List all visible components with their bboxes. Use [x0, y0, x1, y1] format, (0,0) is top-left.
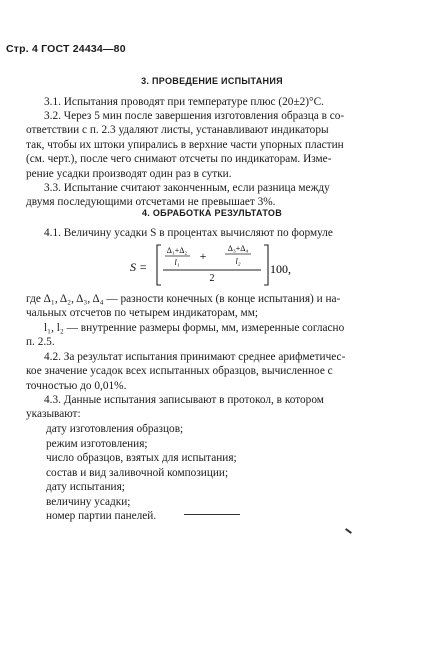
paragraph-4-3 [26, 393, 398, 422]
text-line: так, чтобы их штоки упирались в верхние части упорных пластин [26, 138, 344, 151]
shrinkage-formula [130, 241, 370, 289]
list-item: номер партии панелей. [46, 510, 157, 522]
text-line: указывают: [26, 408, 81, 421]
text-line: 4.2. За результат испытания принимают среднее арифметичес- [44, 351, 346, 363]
paragraph-4-2 [26, 350, 398, 393]
paragraph-3-3 [26, 181, 398, 210]
formula-multiplier: 100, [270, 262, 291, 276]
formula-plus: + [199, 249, 207, 263]
formula-term1-denominator: l₁ [174, 258, 180, 267]
list-item: дату изготовления образцов; [46, 423, 184, 435]
text-line: 4.1. Величину усадки S в процентах вычисляют по формуле [44, 227, 333, 239]
text-line: кое значение усадок всех испытанных образцов, вычисленное с [26, 365, 333, 378]
formula-term2-denominator: l₂ [235, 257, 241, 266]
list-item: дату испытания; [46, 481, 125, 493]
list-item: режим изготовления; [46, 437, 148, 450]
text-line: 3.2. Через 5 мин после завершения изготовления образца в со- [44, 110, 345, 122]
scan-mark [345, 528, 352, 534]
text-line: где Δ₁, Δ₂, Δ₃, Δ₄ — разности конечных (в конце испытания) и на- [26, 293, 341, 305]
text-line: п. 2.5. [26, 336, 55, 349]
list-item: величину усадки; [46, 495, 131, 508]
text-line: ответствии с п. 2.3 удаляют листы, устанавливают индикаторы [26, 124, 329, 137]
section-4-title: 4. ОБРАБОТКА РЕЗУЛЬТАТОВ [141, 208, 283, 218]
text-line: чальных отсчетов по четырем индикаторам, мм; [26, 307, 258, 320]
list-item: число образцов, взятых для испытания; [46, 452, 237, 464]
paragraph-3-1 [26, 95, 398, 109]
formula-left-bracket [157, 245, 161, 285]
formula-term2-numerator: Δ₃+Δ₄ [227, 244, 249, 253]
text-line: 3.3. Испытание считают законченным, если разница между [44, 182, 330, 194]
text-line: (см. черт.), после чего снимают отсчеты по индикаторам. Изме- [26, 153, 332, 166]
text-line: 3.1. Испытания проводят при температуре плюс (20±2)°С. [44, 96, 324, 108]
paragraph-3-2 [26, 109, 398, 181]
end-divider [184, 514, 240, 515]
protocol-items-list [46, 422, 406, 524]
section-3-title: 3. ПРОВЕДЕНИЕ ИСПЫТАНИЯ [141, 76, 283, 86]
page-header: Стр. 4 ГОСТ 24434—80 [6, 43, 126, 55]
paragraph-4-1 [26, 226, 398, 240]
formula-denominator: 2 [209, 273, 215, 284]
formula-term1-numerator: Δ₁+Δ₂ [166, 246, 188, 255]
text-line: l₁, l₂ — внутренние размеры формы, мм, измеренные согласно [44, 321, 345, 334]
text-line: двумя последующими отсчетами не превышает 3%. [26, 196, 276, 209]
formula-explanation [26, 292, 398, 350]
formula-lhs: S = [130, 260, 148, 274]
text-line: рение усадки производят один раз в сутки. [26, 167, 232, 180]
text-line: точностью до 0,01%. [26, 379, 127, 392]
list-item: состав и вид заливочной композиции; [46, 466, 229, 479]
formula-right-bracket [264, 245, 268, 285]
text-line: 4.3. Данные испытания записывают в протокол, в котором [44, 394, 324, 406]
